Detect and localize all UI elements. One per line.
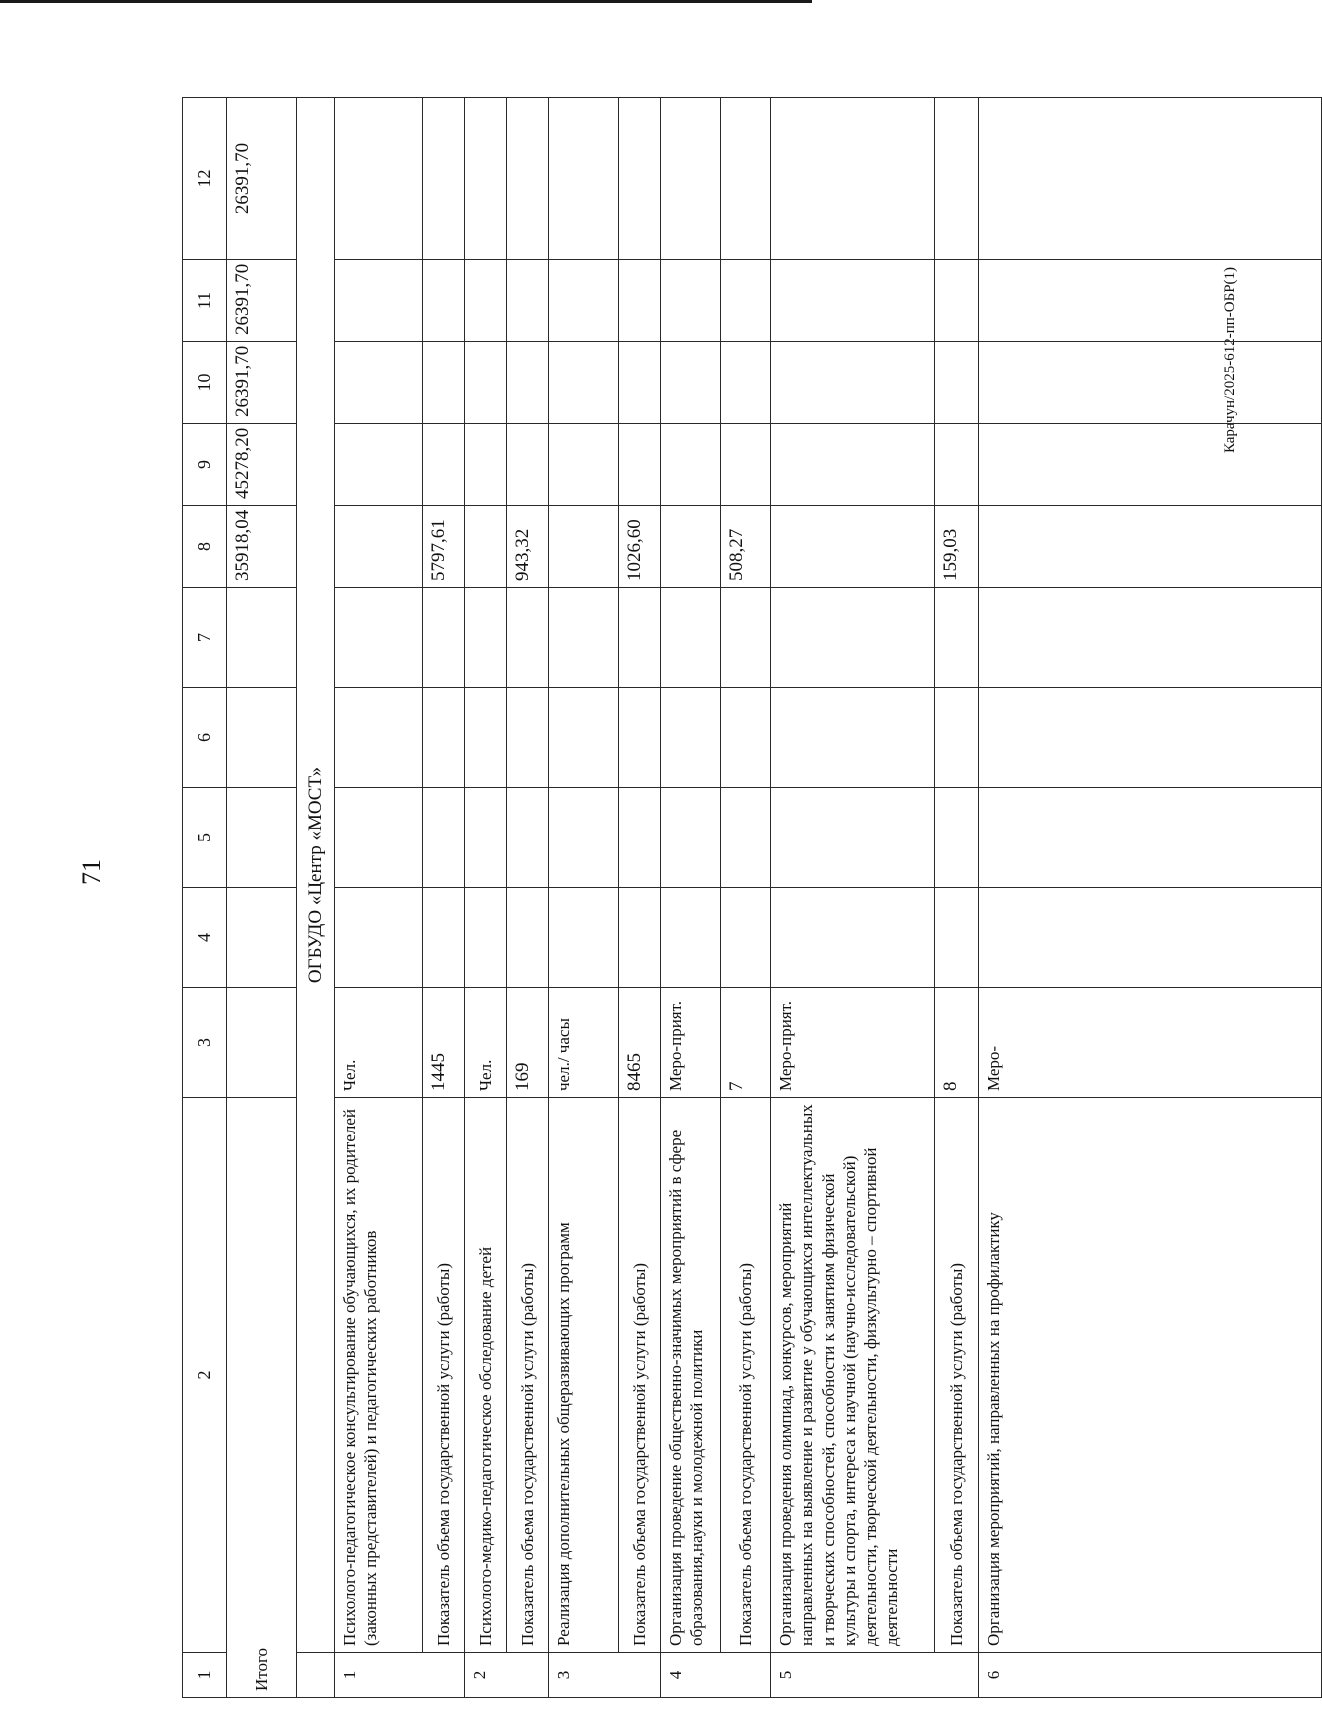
table-cell xyxy=(721,424,771,506)
table-cell xyxy=(549,888,619,988)
row-number: 2 xyxy=(465,1653,549,1698)
table-cell xyxy=(227,888,297,988)
rotated-table-container xyxy=(182,98,1322,1698)
table-cell xyxy=(507,424,549,506)
section-title: ОГБУДО «Центр «МОСТ» xyxy=(297,98,335,1653)
row-name: Организация проведение общественно-значимых мероприятий в сфере образования,науки и молодежной политики xyxy=(661,1098,721,1653)
table-cell xyxy=(465,424,507,506)
table-cell xyxy=(549,788,619,888)
table-cell xyxy=(619,588,661,688)
table-cell xyxy=(507,688,549,788)
table-cell xyxy=(619,888,661,988)
row-number: 4 xyxy=(661,1653,771,1698)
table-cell xyxy=(507,260,549,342)
table-row xyxy=(335,98,423,1698)
column-header: 10 xyxy=(183,342,227,424)
table-cell xyxy=(423,788,465,888)
indicator-quantity: 7 xyxy=(721,988,771,1098)
indicator-row xyxy=(935,98,979,1698)
table-cell xyxy=(549,98,619,260)
row-number: 6 xyxy=(979,1653,1322,1698)
table-cell xyxy=(227,688,297,788)
total-col10: 26391,70 xyxy=(227,342,297,424)
indicator-quantity: 8 xyxy=(935,988,979,1098)
column-header: 11 xyxy=(183,260,227,342)
table-cell xyxy=(771,506,935,588)
table-cell xyxy=(549,260,619,342)
row-name: Психолого-медико-педагогическое обследование детей xyxy=(465,1098,507,1653)
indicator-label: Показатель объема государственной услуги (работы) xyxy=(721,1098,771,1653)
table-cell xyxy=(661,424,721,506)
table-cell xyxy=(771,342,935,424)
table-cell xyxy=(619,688,661,788)
indicator-label: Показатель объема государственной услуги (работы) xyxy=(935,1098,979,1653)
indicator-label: Показатель объема государственной услуги (работы) xyxy=(507,1098,549,1653)
table-cell xyxy=(935,342,979,424)
table-cell xyxy=(549,588,619,688)
column-header: 6 xyxy=(183,688,227,788)
column-header: 12 xyxy=(183,98,227,260)
top-border-line xyxy=(0,0,812,3)
table-cell xyxy=(507,342,549,424)
table-cell xyxy=(771,688,935,788)
total-label: Итого xyxy=(227,1098,297,1698)
table-cell xyxy=(935,888,979,988)
table-cell xyxy=(721,688,771,788)
indicator-quantity: 1445 xyxy=(423,988,465,1098)
table-cell xyxy=(721,98,771,260)
column-header: 9 xyxy=(183,424,227,506)
indicator-quantity: 169 xyxy=(507,988,549,1098)
row-name: Организация мероприятий, направленных на профилактику xyxy=(979,1098,1322,1653)
column-header-row xyxy=(183,98,227,1698)
table-cell xyxy=(771,788,935,888)
table-cell xyxy=(661,98,721,260)
total-col8: 35918,04 xyxy=(227,506,297,588)
table-cell xyxy=(771,588,935,688)
indicator-quantity: 8465 xyxy=(619,988,661,1098)
column-header: 3 xyxy=(183,988,227,1098)
table-cell xyxy=(335,588,423,688)
table-row xyxy=(549,98,619,1698)
table-cell xyxy=(335,424,423,506)
table-row xyxy=(465,98,507,1698)
indicator-row xyxy=(423,98,465,1698)
table-cell xyxy=(979,888,1322,988)
indicator-value: 5797,61 xyxy=(423,506,465,588)
table-cell xyxy=(721,588,771,688)
row-unit: Чел. xyxy=(335,988,423,1098)
row-unit: Меро- xyxy=(979,988,1322,1098)
table-cell xyxy=(619,342,661,424)
table-cell xyxy=(227,988,297,1098)
table-cell xyxy=(227,588,297,688)
table-cell xyxy=(465,342,507,424)
table-cell xyxy=(935,688,979,788)
table-cell xyxy=(721,788,771,888)
table-cell xyxy=(549,342,619,424)
table-cell xyxy=(619,424,661,506)
table-cell xyxy=(549,688,619,788)
table-cell xyxy=(335,888,423,988)
table-cell xyxy=(771,888,935,988)
table-cell xyxy=(507,98,549,260)
column-header: 1 xyxy=(183,1653,227,1698)
table-cell xyxy=(619,260,661,342)
indicator-label: Показатель объема государственной услуги (работы) xyxy=(619,1098,661,1653)
table-cell xyxy=(661,788,721,888)
table-cell xyxy=(423,342,465,424)
table-cell xyxy=(423,98,465,260)
indicator-value: 508,27 xyxy=(721,506,771,588)
row-number: 5 xyxy=(771,1653,979,1698)
table-cell xyxy=(423,260,465,342)
table-cell xyxy=(549,506,619,588)
row-unit: Меро-прият. xyxy=(771,988,935,1098)
budget-table xyxy=(182,97,1322,1698)
table-cell xyxy=(465,588,507,688)
table-cell xyxy=(771,260,935,342)
table-row xyxy=(771,98,935,1698)
table-cell xyxy=(465,98,507,260)
table-row xyxy=(661,98,721,1698)
row-name: Реализация дополнительных общеразвивающих программ xyxy=(549,1098,619,1653)
row-unit: чел./ часы xyxy=(549,988,619,1098)
table-cell xyxy=(979,688,1322,788)
row-unit: Меро-прият. xyxy=(661,988,721,1098)
table-cell xyxy=(661,688,721,788)
table-cell xyxy=(335,98,423,260)
table-cell xyxy=(335,342,423,424)
table-cell xyxy=(465,260,507,342)
row-name: Психолого-педагогическое консультирование обучающихся, их родителей (законных представителей) и педагогических работников xyxy=(335,1098,423,1653)
row-name: Организация проведения олимпиад, конкурсов, мероприятий направленных на выявление и развитие у обучающихся интеллектуальных и творческих способностей, способности к занятиям физической культуры и спорта, интереса к научной (научно-исследовательской) деятельности, творческой деятельности, физкультурно – спортивной деятельности xyxy=(771,1098,935,1653)
column-header: 4 xyxy=(183,888,227,988)
table-cell xyxy=(297,1653,335,1698)
column-header: 2 xyxy=(183,1098,227,1653)
table-cell xyxy=(935,788,979,888)
table-cell xyxy=(335,506,423,588)
table-cell xyxy=(979,506,1322,588)
total-col12: 26391,70 xyxy=(227,98,297,260)
document-code: Карачун/2025-612-пп-ОБР(1) xyxy=(1222,266,1238,454)
table-cell xyxy=(507,888,549,988)
page-number: 71 xyxy=(77,859,106,885)
indicator-label: Показатель объема государственной услуги (работы) xyxy=(423,1098,465,1653)
table-cell xyxy=(979,98,1322,260)
row-number: 1 xyxy=(335,1653,465,1698)
table-cell xyxy=(935,588,979,688)
total-row xyxy=(227,98,297,1698)
section-row xyxy=(297,98,335,1698)
table-cell xyxy=(465,506,507,588)
table-cell xyxy=(661,342,721,424)
column-header: 7 xyxy=(183,588,227,688)
table-cell xyxy=(721,260,771,342)
table-cell xyxy=(935,260,979,342)
table-cell xyxy=(721,888,771,988)
total-col11: 26391,70 xyxy=(227,260,297,342)
table-cell xyxy=(507,788,549,888)
table-cell xyxy=(721,342,771,424)
indicator-value: 159,03 xyxy=(935,506,979,588)
table-cell xyxy=(771,98,935,260)
table-cell xyxy=(423,888,465,988)
table-cell xyxy=(979,424,1322,506)
table-cell xyxy=(979,342,1322,424)
table-cell xyxy=(335,788,423,888)
table-cell xyxy=(661,588,721,688)
table-cell xyxy=(771,424,935,506)
table-cell xyxy=(549,424,619,506)
table-cell xyxy=(465,688,507,788)
table-cell xyxy=(507,588,549,688)
table-cell xyxy=(465,888,507,988)
column-header: 8 xyxy=(183,506,227,588)
table-cell xyxy=(619,98,661,260)
table-cell xyxy=(227,788,297,888)
table-row xyxy=(979,98,1322,1698)
column-header: 5 xyxy=(183,788,227,888)
table-cell xyxy=(935,98,979,260)
table-cell xyxy=(335,260,423,342)
indicator-value: 943,32 xyxy=(507,506,549,588)
table-cell xyxy=(979,788,1322,888)
indicator-row xyxy=(721,98,771,1698)
row-unit: Чел. xyxy=(465,988,507,1098)
total-col9: 45278,20 xyxy=(227,424,297,506)
indicator-row xyxy=(619,98,661,1698)
table-cell xyxy=(465,788,507,888)
table-cell xyxy=(979,588,1322,688)
table-cell xyxy=(935,424,979,506)
indicator-value: 1026,60 xyxy=(619,506,661,588)
row-number: 3 xyxy=(549,1653,661,1698)
table-cell xyxy=(423,424,465,506)
table-cell xyxy=(423,688,465,788)
indicator-row xyxy=(507,98,549,1698)
table-cell xyxy=(979,260,1322,342)
table-cell xyxy=(661,506,721,588)
table-cell xyxy=(423,588,465,688)
table-cell xyxy=(335,688,423,788)
table-cell xyxy=(619,788,661,888)
table-cell xyxy=(661,888,721,988)
table-cell xyxy=(661,260,721,342)
